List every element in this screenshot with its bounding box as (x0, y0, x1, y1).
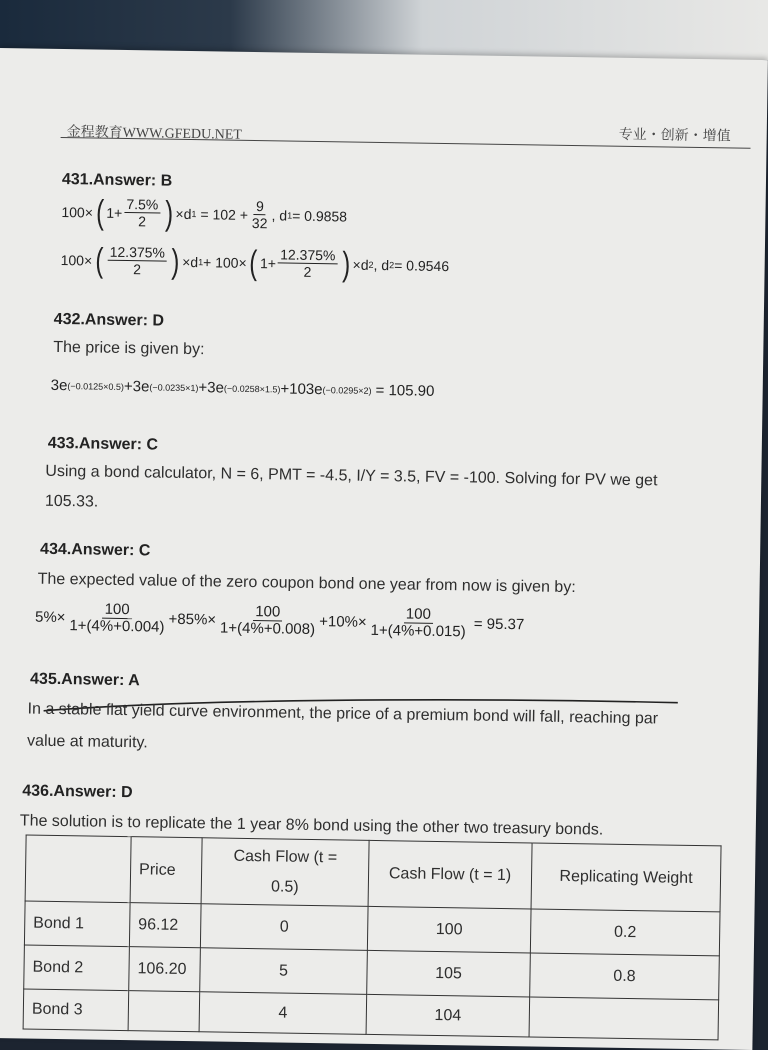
answer-434: 434.Answer: C (39, 540, 151, 560)
fraction (368, 606, 468, 641)
answer-433: 433.Answer: C (47, 434, 159, 454)
result: = 95.37 (473, 615, 525, 634)
bond-cf05: 4 (199, 992, 367, 1035)
equation-431-1 (61, 195, 347, 232)
header-slogan: 专业・创新・增值 (618, 127, 731, 145)
numerator: 7.5% (124, 196, 160, 214)
exponent: (−0.0125×0.5) (67, 380, 125, 392)
eq-text: +10%× (319, 613, 367, 631)
bond-price: 106.20 (129, 947, 201, 992)
eq-text: 1+ (259, 254, 277, 271)
numerator: 100 (103, 602, 132, 619)
exponent: (−0.0258×1.5) (223, 383, 281, 394)
eq-text: 5%× (34, 608, 66, 627)
eq-text: , d (373, 256, 390, 273)
numerator: 12.375% (108, 244, 168, 262)
answer-431: 431.Answer: B (61, 170, 173, 190)
result: = 105.90 (375, 381, 435, 400)
header-cashflow-1: Cash Flow (t = 1) (368, 840, 532, 909)
header-price: Price (130, 837, 202, 904)
bond-table (23, 834, 722, 1040)
text-433-line1: Using a bond calculator, N = 6, PMT = -4.5, I/Y = 3.5, FV = -100. Solving for PV we get (45, 462, 658, 490)
term: +3e (198, 379, 225, 397)
numerator: 100 (253, 604, 282, 621)
answer-436: 436.Answer: D (22, 782, 133, 802)
answer-432: 432.Answer: D (53, 310, 165, 330)
paren-close: ) (164, 194, 174, 233)
denominator: 1+(4%+0.015) (370, 621, 466, 641)
equation-432 (51, 377, 435, 400)
bond-weight: 0.2 (530, 909, 720, 956)
text-433-line2: 105.33. (44, 492, 99, 511)
fraction (124, 196, 160, 230)
exponent: (−0.0295×2) (322, 384, 372, 396)
denominator: 2 (133, 261, 142, 278)
eq-text: 100× (61, 203, 94, 220)
term: +3e (123, 377, 150, 396)
paren-open: ( (94, 241, 104, 280)
denominator: 2 (303, 263, 312, 280)
eq-text: ×d (352, 256, 369, 273)
denominator: 32 (251, 214, 268, 232)
subscript: 1 (191, 208, 197, 219)
bond-name: Bond 1 (24, 901, 130, 947)
bond-cf05: 0 (200, 904, 368, 951)
term: +103e (280, 380, 323, 399)
eq-text: 1+ (106, 204, 123, 221)
fraction (278, 246, 338, 280)
eq-text: + 100× (203, 253, 247, 271)
header-cashflow-05 (201, 838, 369, 907)
bond-weight (529, 997, 719, 1040)
bond-cf1: 104 (366, 994, 530, 1037)
subscript: 2 (368, 259, 374, 270)
numerator: 9 (254, 198, 266, 215)
eq-text: = 102 + (200, 205, 249, 223)
bond-cf1: 105 (367, 950, 531, 997)
bond-price: 96.12 (129, 903, 201, 948)
paren-open: ( (249, 243, 258, 282)
header-weight: Replicating Weight (531, 843, 721, 912)
document-page (0, 48, 768, 1050)
denominator: 2 (138, 213, 147, 230)
eq-text: +85%× (168, 610, 217, 629)
paren-close: ) (341, 244, 351, 284)
bond-name: Bond 3 (23, 989, 129, 1031)
fraction (218, 603, 318, 638)
text-436: The solution is to replicate the 1 year 8% bond using the other two treasury bonds. (19, 812, 604, 839)
header-site: 金程教育WWW.GFEDU.NET (66, 125, 243, 143)
eq-text: = 0.9858 (292, 207, 348, 224)
subscript: 1 (198, 256, 204, 267)
subscript: 2 (389, 259, 395, 270)
eq-text: 100× (60, 251, 93, 268)
denominator: 1+(4%+0.008) (219, 619, 316, 639)
eq-text: ×d (175, 205, 192, 222)
table-header-row (25, 835, 721, 912)
bond-cf05: 5 (200, 948, 368, 995)
text-435-line2: value at maturity. (26, 732, 148, 752)
bond-name: Bond 2 (24, 945, 130, 991)
eq-text: ×d (182, 253, 199, 270)
numerator: 100 (404, 606, 433, 623)
fraction (107, 244, 167, 278)
bond-cf1: 100 (367, 906, 531, 953)
bond-price (128, 991, 200, 1032)
fraction (250, 198, 270, 231)
denominator: 1+(4%+0.004) (69, 617, 165, 636)
term: 3e (50, 376, 68, 395)
equation-431-2 (60, 243, 449, 282)
equation-434 (35, 601, 525, 642)
answer-435: 435.Answer: A (29, 670, 140, 690)
text-432: The price is given by: (53, 338, 205, 359)
bond-weight: 0.8 (530, 953, 720, 1000)
eq-text: , d (271, 206, 288, 224)
text-435-line1: In a stable flat yield curve environment, the price of a premium bond will fall, reaching par (27, 700, 659, 728)
paren-close: ) (171, 242, 180, 281)
text-434: The expected value of the zero coupon bond one year from now is given by: (37, 570, 576, 597)
numerator: 12.375% (278, 246, 338, 264)
fraction (67, 601, 167, 636)
header-cashflow-05-line1: Cash Flow (t = (233, 847, 338, 866)
paren-open: ( (95, 193, 104, 232)
exponent: (−0.0235×1) (149, 381, 199, 393)
header-cashflow-05-line2: 0.5) (270, 877, 299, 896)
eq-text: = 0.9546 (394, 256, 450, 274)
subscript: 1 (287, 210, 293, 221)
header-blank (25, 835, 131, 903)
